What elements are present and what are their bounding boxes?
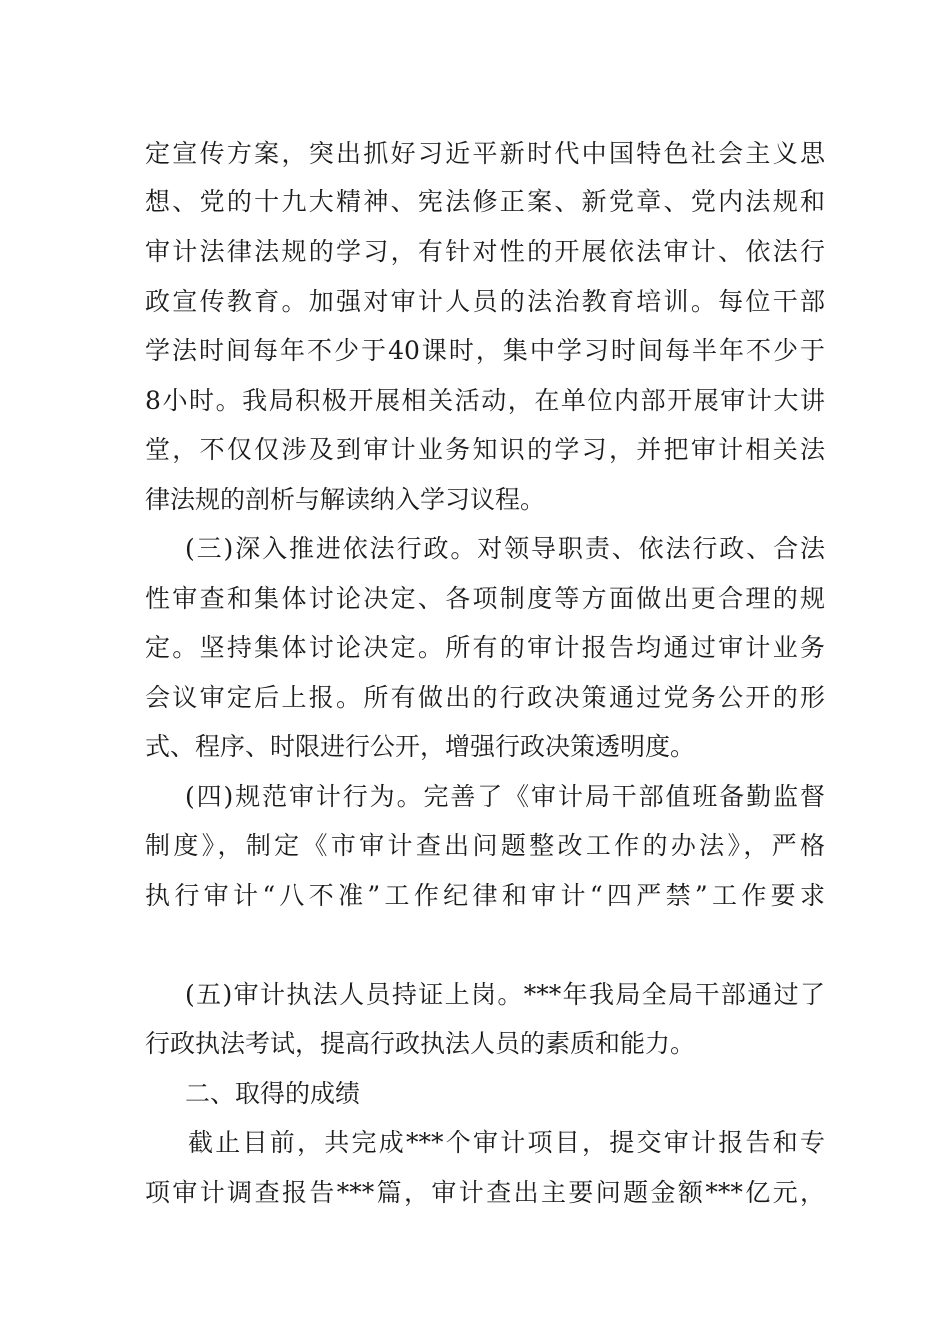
text-line-14: (四)规范审计行为。完善了《审计局干部值班备勤监督 [185,782,825,811]
text-line-16: 执行审计“八不准”工作纪律和审计“四严禁”工作要求 [145,881,825,910]
text-line-8: 律法规的剖析与解读纳入学习议程。 [145,485,546,514]
text-line-11: 定。坚持集体讨论决定。所有的审计报告均通过审计业务 [145,633,825,662]
text-line-17: (五)审计执法人员持证上岗。***年我局全局干部通过了 [185,980,825,1009]
text-line-10: 性审查和集体讨论决定、各项制度等方面做出更合理的规 [145,584,825,613]
text-line-3: 审计法律法规的学习，有针对性的开展依法审计、依法行 [145,237,825,266]
text-line-9: (三)深入推进依法行政。对领导职责、依法行政、合法 [185,534,825,563]
text-line-6: 8小时。我局积极开展相关活动，在单位内部开展审计大讲 [145,386,825,415]
text-line-4: 政宣传教育。加强对审计人员的法治教育培训。每位干部 [145,287,825,316]
text-line-15: 制度》，制定《市审计查出问题整改工作的办法》，严格 [145,831,825,860]
text-line-7: 堂，不仅仅涉及到审计业务知识的学习，并把审计相关法 [145,435,825,464]
text-line-18: 行政执法考试，提高行政执法人员的素质和能力。 [145,1029,696,1058]
text-line-2: 想、党的十九大精神、宪法修正案、新党章、党内法规和 [145,187,825,216]
text-line-20: 截止目前，共完成***个审计项目，提交审计报告和专 [188,1128,825,1157]
text-line-12: 会议审定后上报。所有做出的行政决策通过党务公开的形 [145,683,825,712]
text-line-5: 学法时间每年不少于40课时，集中学习时间每半年不少于 [145,336,825,365]
text-line-1: 定宣传方案，突出抓好习近平新时代中国特色社会主义思 [145,139,825,168]
text-line-13: 式、程序、时限进行公开，增强行政决策透明度。 [145,732,696,761]
section-heading: 二、取得的成绩 [185,1079,361,1108]
text-line-21: 项审计调查报告***篇，审计查出主要问题金额***亿元， [145,1178,825,1207]
